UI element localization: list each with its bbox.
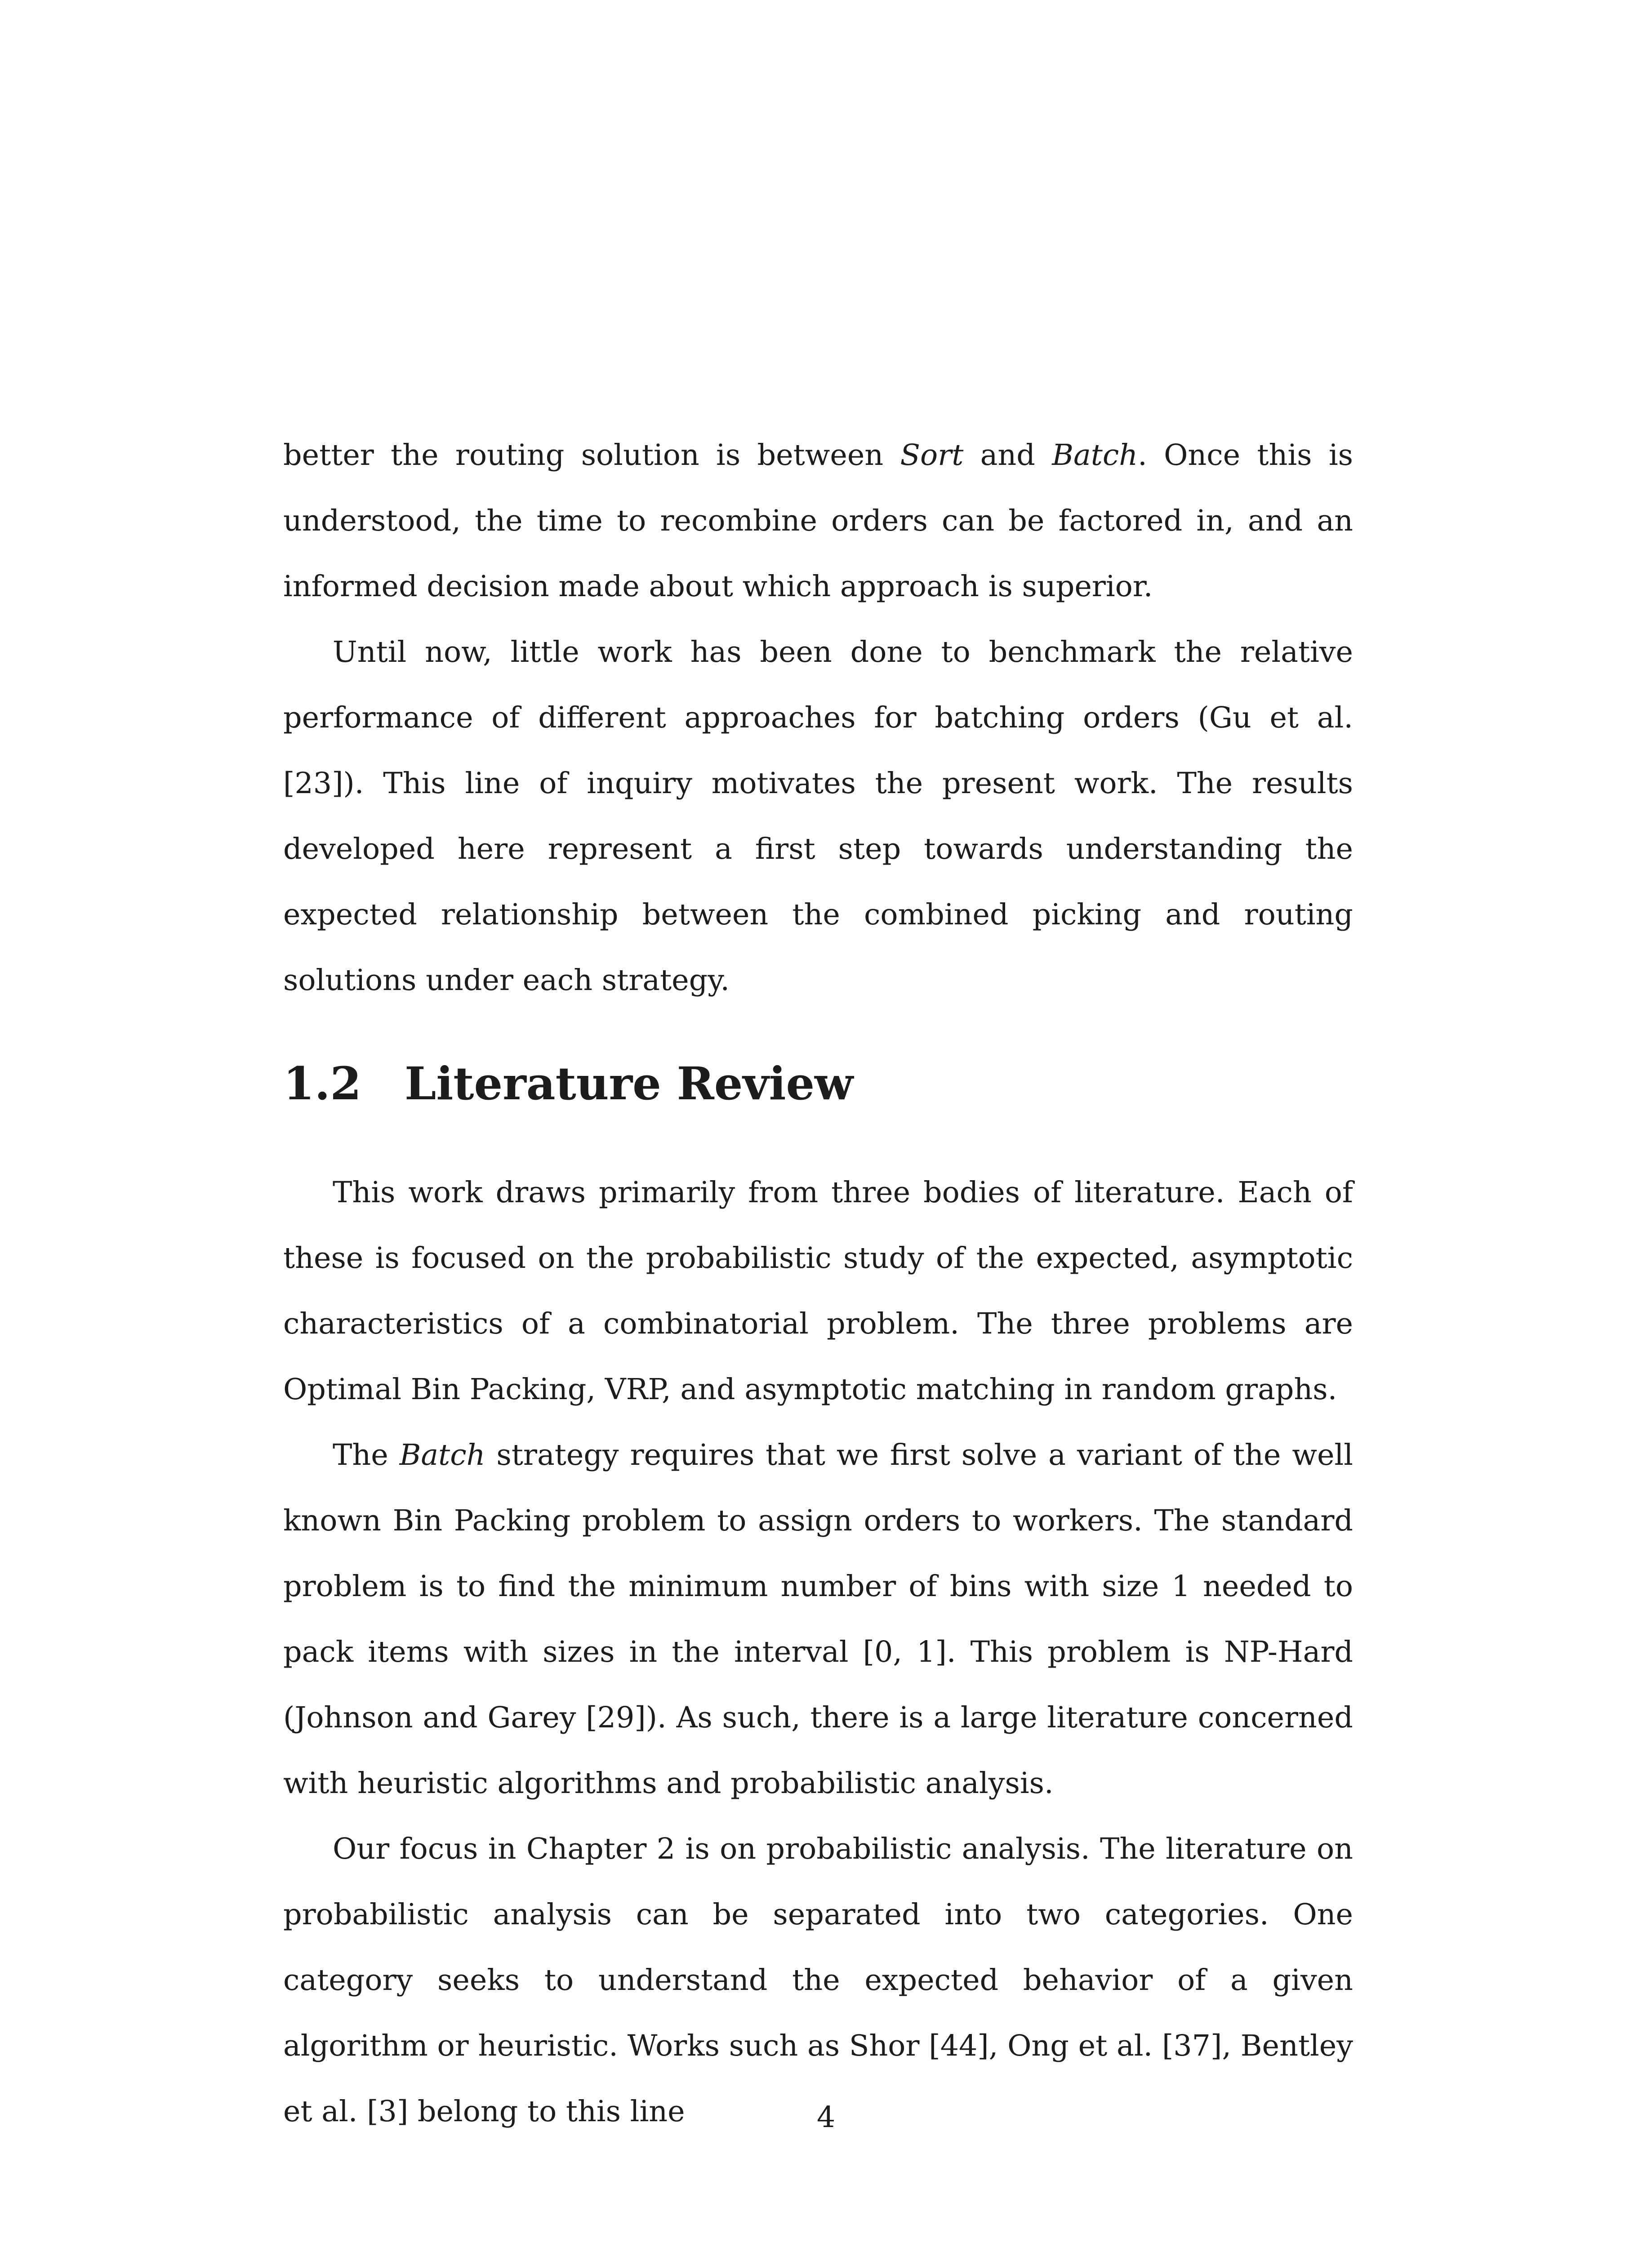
emphasis-batch: Batch [1052,438,1138,472]
paragraph: This work draws primarily from three bodies of literature. Each of these is focused on the probabilistic study of the expected, asymptotic characteristics of a combinatorial problem. The three problems are Optimal Bin Packing, VRP, and asymptotic matching in random graphs. [283,1176,1353,1406]
section-title: Literature Review [405,1057,854,1110]
paragraph: Our focus in Chapter 2 is on probabilistic analysis. The literature on probabilistic analysis can be separated into two categories. One category seeks to understand the expected behavior of a given algorithm or heuristic. Works such as Shor [44], Ong et al. [37], Bentley et al. [3] belong to this line [283,1832,1353,2128]
paragraph-continued: better the routing solution is between Sort and Batch. Once this is understood, the time to recombine orders can be factored in, and an informed decision made about which approach is superior. [283,438,1353,603]
section-number: 1.2 [283,1057,361,1110]
emphasis-batch: Batch [399,1438,485,1472]
emphasis-sort: Sort [900,438,964,472]
page-number: 4 [816,2101,836,2134]
body-text-top [283,423,1353,1013]
section-heading [283,1052,853,1115]
paragraph: Until now, little work has been done to benchmark the relative performance of different approaches for batching orders (Gu et al. [23]). This line of inquiry motivates the present work. The results developed here represent a first step towards understanding the expected relationship between the combined picking and routing solutions under each strategy. [283,635,1353,997]
paragraph: The Batch strategy requires that we first solve a variant of the well known Bin Packing problem to assign orders to workers. The standard problem is to find the minimum number of bins with size 1 needed to pack items with sizes in the interval [0, 1]. This problem is NP-Hard (Johnson and Garey [29]). As such, there is a large literature concerned with heuristic algorithms and probabilistic analysis. [283,1438,1353,1800]
body-text-bottom [283,1160,1353,2145]
